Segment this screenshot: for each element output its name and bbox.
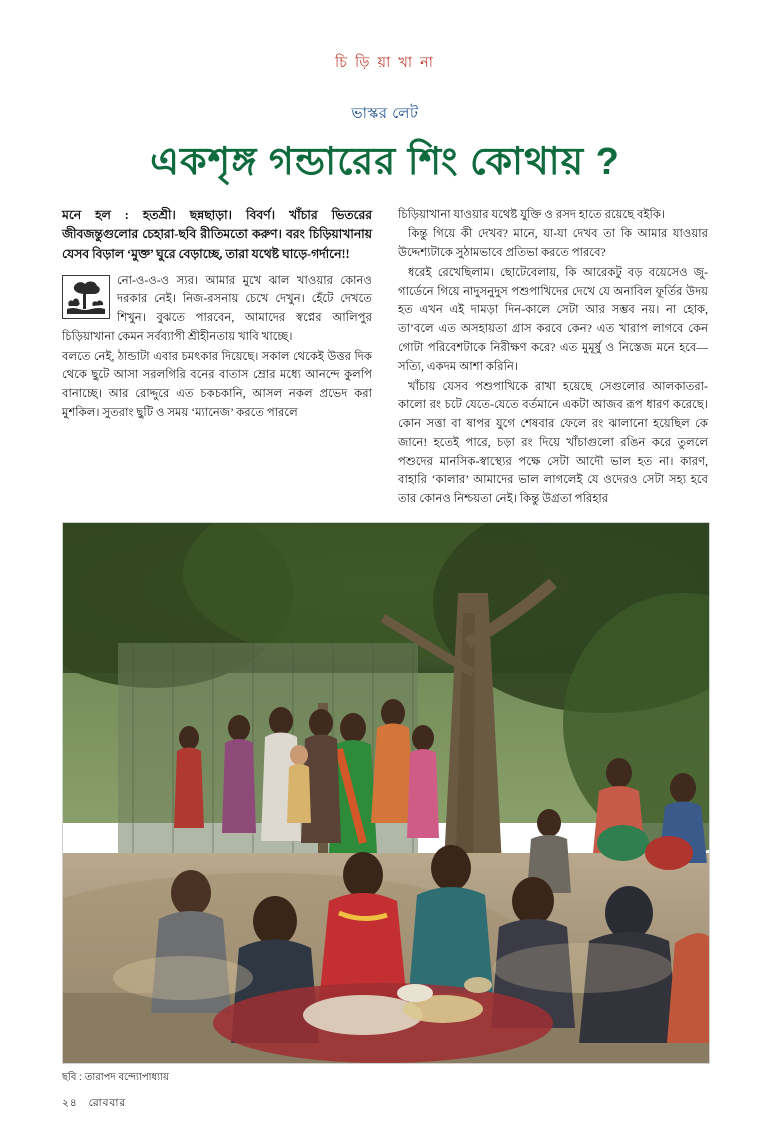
body-paragraph: ধরেই রেখেছিলাম। ছোটেবেলায়, কি আরেকটু বড় বয়েসেও জু-গার্ডেনে গিয়ে নাদুসনুদুস পশুপাখিদের দেখে যে অনাবিল ফূর্তির উদয় হত এখন এই দামড়া দিন-কালে সেটা আর সম্ভব নয়। না হোক, তা’বলে এত অসহায়তা গ্রাস করবে কেন? এত খারাপ লাগবে কেন গোটা পরিবেশটাকে নিরীক্ষণ করে? এত মুমূর্ষু ও নিস্তেজ মনে হবে—সত্যি, একদম আশা করিনি। xyxy=(398,265,708,373)
photo-caption: ছবি : তারাপদ বন্দ্যোপাধ্যায় xyxy=(62,1072,169,1084)
body-paragraph: নো-ও-ও-ও স্যর। আমার মুখে ঝাল খাওয়ার কোনও দরকার নেই। নিজ-রসনায় চেখে দেখুন। হেঁটে দেখতে শিখুন। বুঝতে পারবেন, আমাদের স্বপ্নের আলিপুর চিড়িয়াখানা কেমন সর্বব্যাপী শ্রীহীনতায় খাবি খাচ্ছে। xyxy=(62,273,372,343)
dropcap-row xyxy=(62,272,372,348)
section-kicker: চি ড়ি য়া খা না xyxy=(335,55,435,71)
body-paragraph: খাঁচায় যেসব পশুপাখিকে রাখা হয়েছে সেগুলোর আলকাতরা-কালো রং চটে যেতে-যেতে বর্তমানে একটা আজব রূপ ধারণ করেছে। কোন সত্তা বা ষাপর যুগে শেষবার ফেলে রং ঝালানো হয়েছিল কে জানে! হতেই পারে, চড়া রং দিয়ে খাঁচাগুলো রঙিন করে তুললে পশুদের মানসিক-স্বাস্থ্যের পক্ষে সেটা আদৌ ভাল হত না। কারণ, বাহারি ‘কালার’ আমাদের ভাল লাগলেই যে ওদেরও সেটা সহ্য হবে তার কোনও নিশ্চয়তা নেই। কিন্তু উগ্রতা পরিহার xyxy=(398,379,708,506)
column-right xyxy=(398,206,708,511)
page-title: একশৃঙ্গ গন্ডারের শিং কোথায় ? xyxy=(150,141,620,183)
body-paragraph: কিন্তু গিয়ে কী দেখব? মানে, যা-যা দেখব তা কি আমার যাওয়ার উদ্দেশ্যটাকে সুঠামভাবে প্রতিভা করতে পারবে? xyxy=(398,227,708,260)
lead-paragraph: মনে হল : হতশ্রী। ছন্নছাড়া। বিবর্ণ। খাঁচার ভিতরের জীবজন্তুগুলোর চেহারা-ছবি রীতিমতো করুণ। বরং চিড়িয়াখানায় যেসব বিড়াল ‘মুক্ত’ ঘুরে বেড়াচ্ছে, তারা যথেষ্ট ঘাড়ে-গর্দানে!! xyxy=(62,207,372,261)
publication-name: রোববার xyxy=(88,1097,127,1110)
body-paragraph: বলতে নেই, ঠান্ডাটা এবার চমৎকার দিয়েছে। সকাল থেকেই উত্তর দিক থেকে ছুটে আসা সরলগিরি বনের বাতাস ম্রোর মধ্যে আনন্দে কুলপি বানাচ্ছে। আর রোদ্দুরে এত চকচকানি, আসল নকল প্রভেদ করা মুশকিল। সুতরাং ছুটি ও সময় ‘ম্যানেজ’ করতে পারলে xyxy=(62,349,372,420)
page-number: ২৪ xyxy=(62,1097,78,1110)
author-byline: ভাস্কর লেট xyxy=(351,105,419,122)
column-left xyxy=(62,206,372,424)
page-footer xyxy=(62,1096,708,1113)
article-photo xyxy=(62,522,710,1064)
article-columns xyxy=(62,206,708,511)
tree-logo-icon xyxy=(62,275,110,319)
body-paragraph: চিড়িয়াখানা যাওয়ার যথেষ্ট যুক্তি ও রসদ হাতে রয়েছে বইকি। xyxy=(398,207,666,221)
